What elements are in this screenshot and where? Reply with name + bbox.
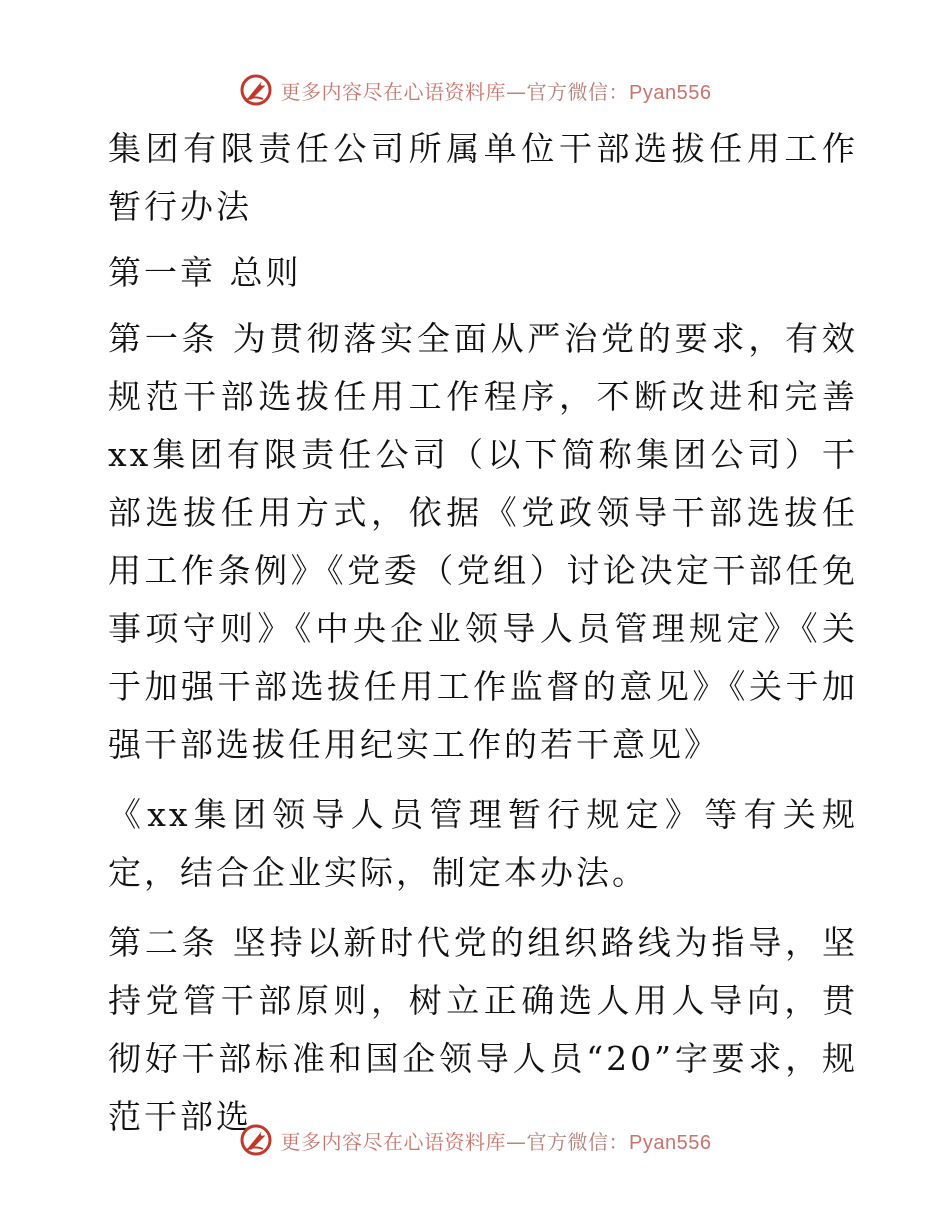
pen-nib-logo-icon xyxy=(239,73,273,107)
watermark-brand: 更多内容尽在心语资料库 xyxy=(280,79,507,104)
paragraph-article-1: 第一条 为贯彻落实全面从严治党的要求，有效规范干部选拔任用工作程序，不断改进和完善xx集团有限责任公司（以下简称集团公司）干部选拔任用方式，依据《党政领导干部选拔任用工作条例》《党委（党组）讨论决定干部任免事项守则》《中央企业领导人员管理规定》《关于加强干部选拔任用工作监督的意见》《关于加强干部选拔任用纪实工作的若干意见》 xyxy=(108,319,858,764)
watermark-separator: — xyxy=(506,79,527,104)
watermark-wechat-id: Pyan556 xyxy=(629,81,712,104)
document-title: 集团有限责任公司所属单位干部选拔任用工作暂行办法 xyxy=(108,129,858,226)
watermark-wechat-label: 官方微信： xyxy=(526,1129,630,1154)
watermark-footer xyxy=(0,1120,950,1160)
document-body xyxy=(98,120,858,1158)
paragraph-article-2: 第二条 坚持以新时代党的组织路线为指导，坚持党管干部原则，树立正确选人用人导向，贯彻好干部标准和国企领导人员“20”字要求，规范干部选 xyxy=(108,923,858,1136)
chapter-heading: 第一章 总则 xyxy=(108,253,302,292)
watermark-brand: 更多内容尽在心语资料库 xyxy=(280,1129,507,1154)
watermark-wechat-label: 官方微信： xyxy=(526,79,630,104)
pen-nib-logo-icon xyxy=(239,1123,273,1157)
watermark-header xyxy=(0,70,950,110)
watermark-separator: — xyxy=(506,1129,527,1154)
watermark-text xyxy=(281,1126,712,1155)
watermark-wechat-id: Pyan556 xyxy=(629,1131,712,1154)
watermark-text xyxy=(281,76,712,105)
paragraph-continuation: 《xx集团领导人员管理暂行规定》等有关规定，结合企业实际，制定本办法。 xyxy=(108,795,858,892)
